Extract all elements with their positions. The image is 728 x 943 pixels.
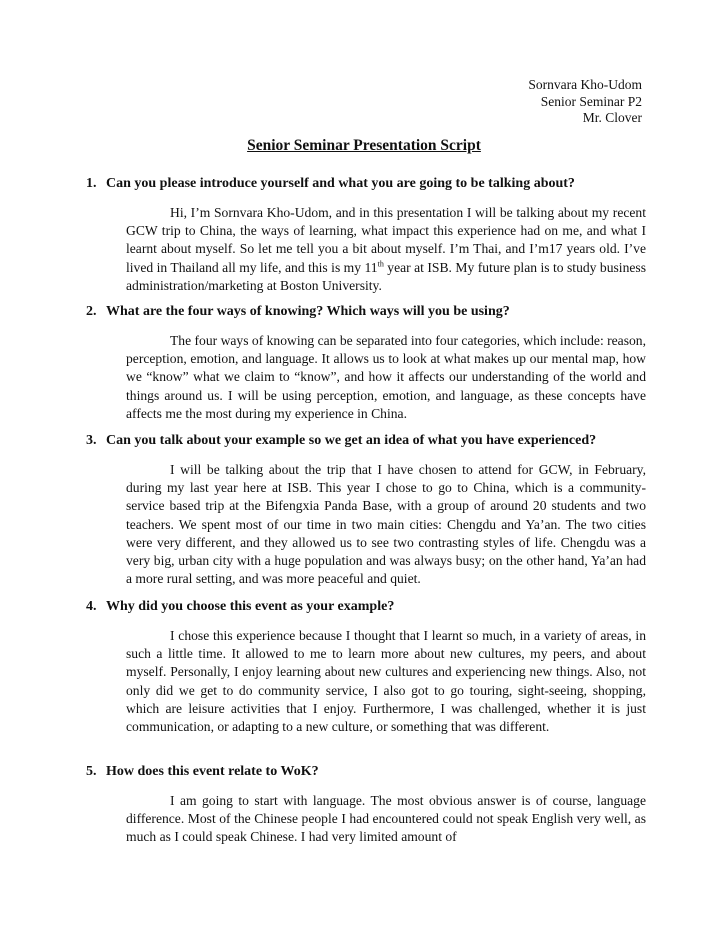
question-text: Can you talk about your example so we get an idea of what you have experienced? (106, 433, 597, 448)
question-number: 5. (86, 764, 97, 779)
section-question (86, 598, 646, 616)
section-3 (86, 432, 646, 588)
question-number: 3. (86, 433, 97, 448)
section-1 (86, 175, 646, 295)
section-answer: I am going to start with language. The most obvious answer is of course, language difference. Most of the Chinese people I had encountered could not speak English very well, as much as I could speak Chinese. I had very limited amount of (126, 793, 646, 845)
section-question (86, 303, 646, 321)
question-number: 1. (86, 176, 97, 191)
question-number: 4. (86, 599, 97, 614)
teacher-name: Mr. Clover (582, 110, 642, 125)
section-question (86, 763, 646, 781)
question-text: What are the four ways of knowing? Which ways will you be using? (106, 304, 510, 319)
author-name: Sornvara Kho-Udom (528, 77, 642, 92)
question-text: Why did you choose this event as your example? (106, 599, 395, 614)
answer-text: year at ISB. My future plan is to study business administration/marketing at Boston University. (126, 259, 646, 293)
answer-text: Hi, I’m Sornvara Kho-Udom, and in this presentation I will be talking about my recent GCW trip to China, the ways of learning, what impact this experience had on me, and what I learnt about myself. So let me tell you a bit about myself. I’m Thai, and I’m17 years old. I’ve lived in Thailand all my life, and this is my 11 (126, 205, 646, 275)
question-number: 2. (86, 304, 97, 319)
course-name: Senior Seminar P2 (540, 93, 642, 109)
section-question (86, 175, 646, 193)
section-4 (86, 598, 646, 736)
question-text: How does this event relate to WoK? (106, 764, 319, 779)
section-question (86, 432, 646, 450)
author-header (528, 77, 642, 127)
section-answer (106, 204, 646, 295)
ordinal-suffix: th (377, 259, 384, 269)
section-5 (86, 763, 646, 847)
question-text: Can you please introduce yourself and what you are going to be talking about? (106, 176, 575, 191)
section-answer: I will be talking about the trip that I have chosen to attend for GCW, in February, during my last year here at ISB. This year I chose to go to China, which is a community-service based trip at the Bifengxia Panda Base, with a group of around 20 students and two teachers. We spent most of our time in two main cities: Chengdu and Ya’an. The two cities were very different, and they allowed us to see two contrasting styles of life. Chengdu was a very big, urban city with a huge population and was always busy; on the other hand, Ya’an had a more rural setting, and was more peaceful and quiet. (126, 462, 646, 587)
section-2 (86, 303, 646, 423)
section-answer: I chose this experience because I thought that I learnt so much, in a variety of areas, in such a little time. It allowed to me to learn more about new cultures, my peers, and about myself. Personally, I enjoy learning about new cultures and experiencing new things. Also, not only did we get to do community service, I also got to go touring, sight-seeing, shopping, which are leisure activities that I enjoy. Furthermore, I was challenged, whether it is just communication, or adapting to a new culture, or something that was different. (126, 628, 646, 735)
document-title: Senior Seminar Presentation Script (247, 137, 481, 154)
section-answer: The four ways of knowing can be separated into four categories, which include: reason, perception, emotion, and language. It allows us to look at what makes up our mental map, how we “know” what we claim to “know”, and how it affects our understanding of the world and things around us. I will be using perception, emotion, and language, as these concepts have affects me the most during my experience in China. (126, 333, 646, 421)
